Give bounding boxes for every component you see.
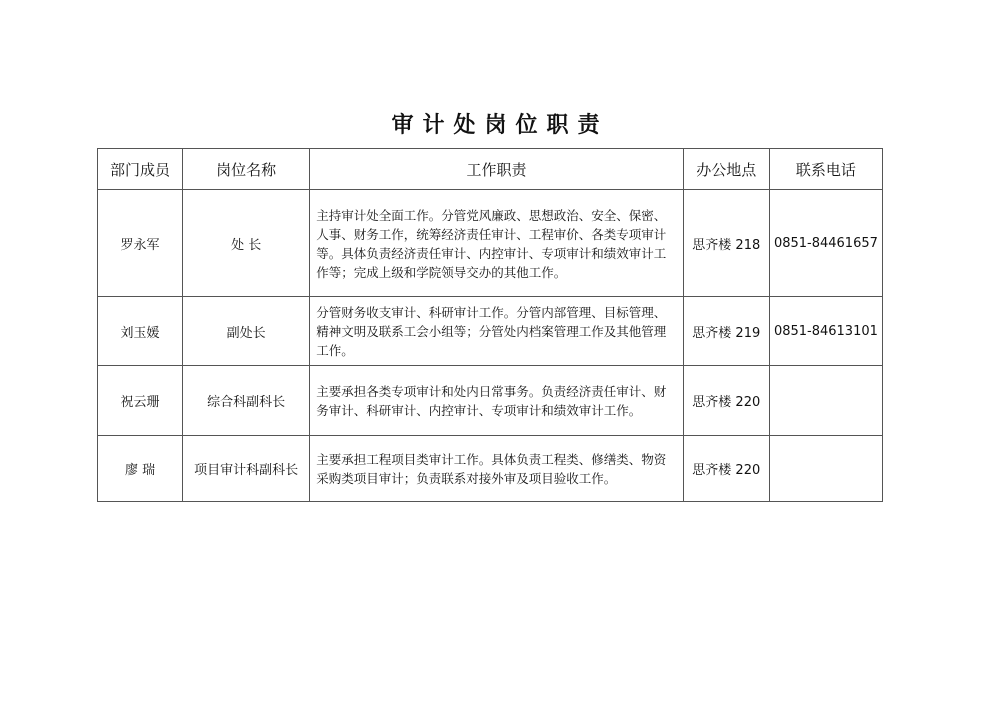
member-cell: 廖 瑞	[98, 436, 183, 502]
header-office: 办公地点	[683, 149, 769, 190]
member-cell: 罗永军	[98, 190, 183, 297]
table-row	[98, 366, 883, 436]
duties-table	[97, 148, 883, 502]
duties-cell: 主要承担工程项目类审计工作。具体负责工程类、修缮类、物资采购类项目审计；负责联系对接外审及项目验收工作。	[310, 436, 683, 502]
member-cell: 祝云珊	[98, 366, 183, 436]
table-row	[98, 297, 883, 366]
position-cell: 项目审计科副科长	[183, 436, 310, 502]
table-row	[98, 436, 883, 502]
header-position: 岗位名称	[183, 149, 310, 190]
office-cell: 思齐楼 220	[683, 366, 769, 436]
office-cell: 思齐楼 218	[683, 190, 769, 297]
duties-cell: 主要承担各类专项审计和处内日常事务。负责经济责任审计、财务审计、科研审计、内控审计、专项审计和绩效审计工作。	[310, 366, 683, 436]
header-member: 部门成员	[98, 149, 183, 190]
position-cell: 处 长	[183, 190, 310, 297]
table-header-row	[98, 149, 883, 190]
phone-cell	[769, 436, 882, 502]
position-cell: 综合科副科长	[183, 366, 310, 436]
office-cell: 思齐楼 220	[683, 436, 769, 502]
office-cell: 思齐楼 219	[683, 297, 769, 366]
phone-cell: 0851-84461657	[769, 190, 882, 297]
phone-cell	[769, 366, 882, 436]
header-duties: 工作职责	[310, 149, 683, 190]
header-phone: 联系电话	[769, 149, 882, 190]
member-cell: 刘玉媛	[98, 297, 183, 366]
document-title: 审计处岗位职责	[391, 112, 609, 138]
position-cell: 副处长	[183, 297, 310, 366]
duties-cell: 分管财务收支审计、科研审计工作。分管内部管理、目标管理、精神文明及联系工会小组等；分管处内档案管理工作及其他管理工作。	[310, 297, 683, 366]
phone-cell: 0851-84613101	[769, 297, 882, 366]
table-row	[98, 190, 883, 297]
duties-cell: 主持审计处全面工作。分管党风廉政、思想政治、安全、保密、人事、财务工作，统筹经济责任审计、工程审价、各类专项审计等。具体负责经济责任审计、内控审计、专项审计和绩效审计工作等；完成上级和学院领导交办的其他工作。	[310, 190, 683, 297]
